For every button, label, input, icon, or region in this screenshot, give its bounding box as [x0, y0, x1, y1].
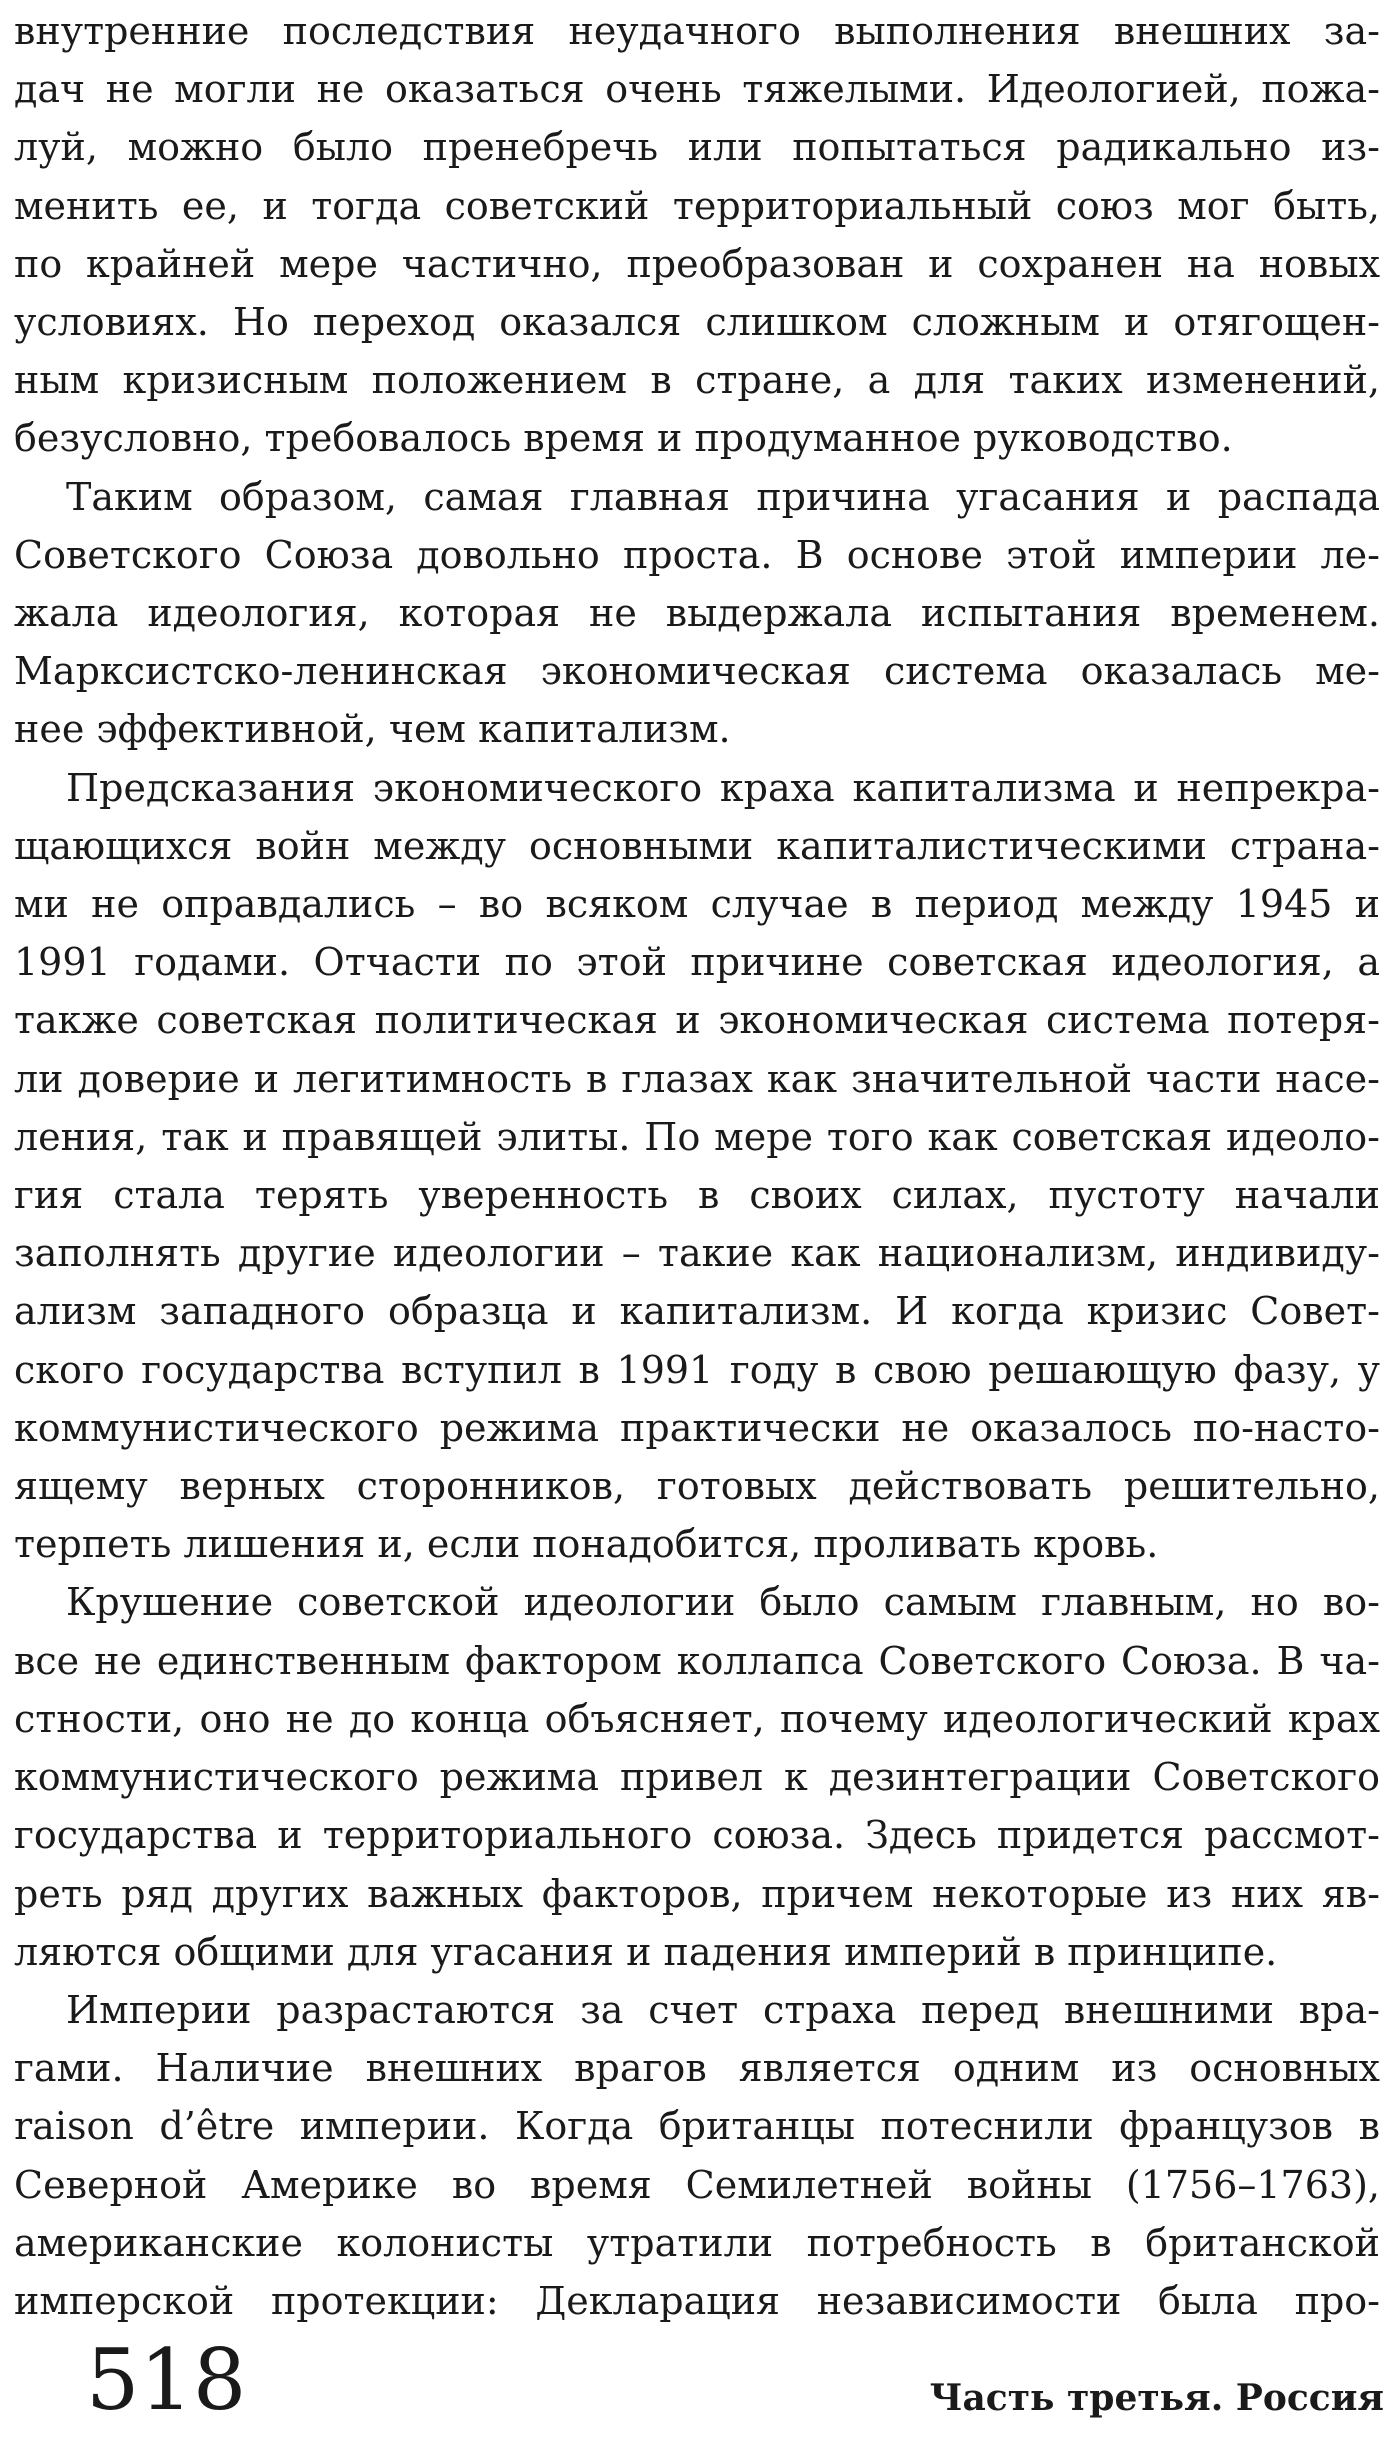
text-line: терпеть лишения и, если понадобится, проливать кровь.: [14, 1522, 1159, 1567]
paragraph-4: [14, 1573, 1380, 1980]
text-line: менить ее, и тогда советский территориальный союз мог быть,: [14, 183, 1380, 228]
text-line: ным кризисным положением в стране, а для таких изменений,: [14, 358, 1380, 403]
text-line: ского государства вступил в 1991 году в свою решающую фазу, у: [14, 1347, 1380, 1392]
text-line: ляются общими для угасания и падения империй в принципе.: [14, 1929, 1278, 1974]
text-line: по крайней мере частично, преобразован и сохранен на новых: [14, 241, 1380, 286]
text-line: ализм западного образца и капитализм. И когда кризис Совет-: [14, 1289, 1380, 1334]
text-line: коммунистического режима практически не оказалось по-насто-: [14, 1405, 1380, 1450]
text-line: ящему верных сторонников, готовых действовать решительно,: [14, 1464, 1380, 1509]
text-line: внутренние последствия неудачного выполнения внешних за-: [14, 9, 1380, 53]
text-line: Империи разрастаются за счет страха перед внешними вра-: [66, 1987, 1380, 2032]
body-text: [14, 2, 1380, 2330]
text-line: Марксистско-ленинская экономическая система оказалась ме-: [14, 649, 1380, 694]
text-line: Таким образом, самая главная причина угасания и распада: [66, 474, 1380, 519]
text-line: Советского Союза довольно проста. В основе этой империи ле-: [14, 532, 1380, 577]
text-line: стности, оно не до конца объясняет, почему идеологический крах: [14, 1696, 1380, 1741]
text-line: имперской протекции: Декларация независимости была про-: [14, 2278, 1380, 2323]
text-line: ления, так и правящей элиты. По мере того как советская идеоло-: [14, 1114, 1380, 1159]
text-line: дач не могли не оказаться очень тяжелыми. Идеологией, пожа-: [14, 67, 1380, 112]
text-line: реть ряд других важных факторов, причем некоторые из них яв-: [14, 1871, 1380, 1916]
text-line: raison d’être империи. Когда британцы потеснили французов в: [14, 2104, 1380, 2149]
page-number: 518: [86, 2331, 247, 2429]
paragraph-2: [14, 468, 1380, 759]
text-line: американские колонисты утратили потребность в британской: [14, 2220, 1380, 2265]
text-line: условиях. Но переход оказался слишком сложным и отягощен-: [14, 300, 1380, 345]
text-line: Крушение советской идеологии было самым главным, но во-: [66, 1580, 1380, 1625]
text-line: ми не оправдались – во всяком случае в период между 1945 и: [14, 882, 1380, 927]
text-line: щающихся войн между основными капиталистическими страна-: [14, 823, 1380, 868]
text-line: безусловно, требовалось время и продуманное руководство.: [14, 416, 1233, 461]
paragraph-5: [14, 1981, 1380, 2330]
text-line: государства и территориального союза. Здесь придется рассмот-: [14, 1813, 1380, 1858]
text-line: жала идеология, которая не выдержала испытания временем.: [14, 591, 1380, 636]
text-line: ли доверие и легитимность в глазах как значительной части насе-: [14, 1056, 1380, 1101]
paragraph-1: [14, 2, 1380, 468]
text-line: гия стала терять уверенность в своих силах, пустоту начали: [14, 1173, 1380, 1218]
text-line: Предсказания экономического краха капитализма и непрекра-: [66, 765, 1380, 810]
text-line: гами. Наличие внешних врагов является одним из основных: [14, 2046, 1380, 2091]
text-line: 1991 годами. Отчасти по этой причине советская идеология, а: [14, 940, 1380, 985]
text-line: нее эффективной, чем капитализм.: [14, 707, 731, 752]
text-line: луй, можно было пренебречь или попытаться радикально из-: [14, 125, 1380, 170]
text-line: коммунистического режима привел к дезинтеграции Советского: [14, 1755, 1380, 1800]
running-head: Часть третья. Россия: [929, 2377, 1384, 2419]
paragraph-3: [14, 759, 1380, 1574]
text-line: заполнять другие идеологии – такие как национализм, индивиду-: [14, 1231, 1380, 1276]
text-line: все не единственным фактором коллапса Советского Союза. В ча-: [14, 1638, 1380, 1683]
text-line: Северной Америке во время Семилетней войны (1756–1763),: [14, 2162, 1380, 2207]
text-line: также советская политическая и экономическая система потеря-: [14, 998, 1380, 1043]
